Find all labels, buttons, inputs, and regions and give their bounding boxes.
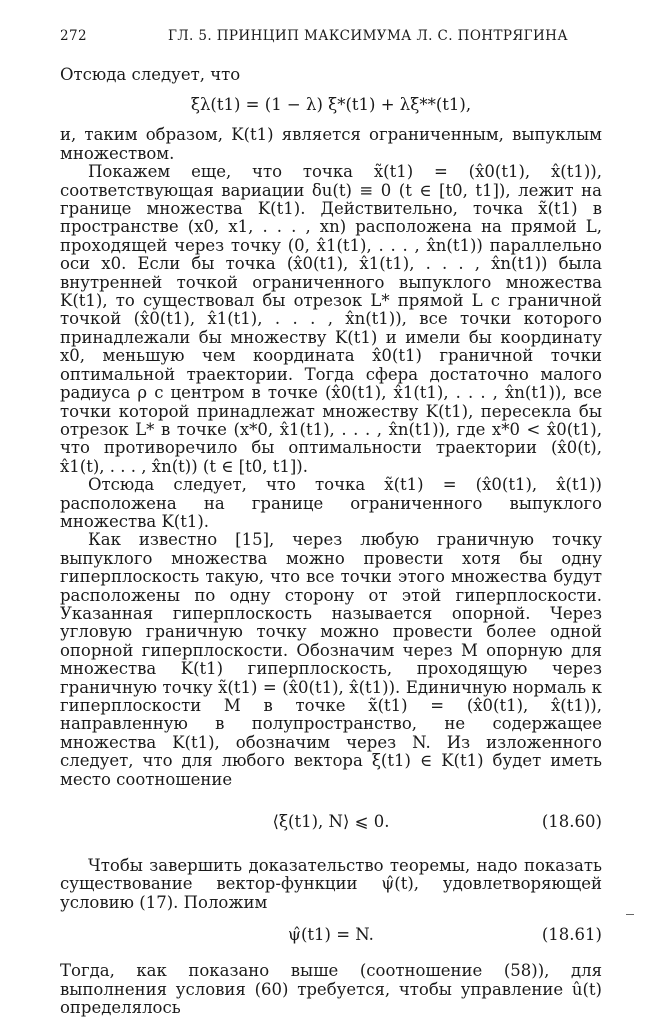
paragraph-7: Тогда, как показано выше (соотношение (58)), для выполнения условия (60) требуется, чтобы управление û(t) определялось	[60, 961, 602, 1017]
page-header	[60, 28, 602, 50]
paragraph-1: Отсюда следует, что	[60, 65, 241, 84]
equation-formula: ψ̂(t1) = N.	[288, 925, 374, 945]
paragraph-6: Чтобы завершить доказательство теоремы, надо показать существование вектор-функции ψ̂(t), удовлетворяющей условию (17). Положим	[60, 856, 602, 912]
body-text	[60, 66, 602, 1017]
running-title: ГЛ. 5. ПРИНЦИП МАКСИМУМА Л. С. ПОНТРЯГИНА	[168, 28, 568, 44]
paragraph-4: Отсюда следует, что точка x̃(t1) = (x̂0(t1), x̂(t1)) расположена на границе ограниченного выпуклого множества K(t1).	[60, 475, 602, 531]
paragraph-2: и, таким образом, K(t1) является ограниченным, выпуклым множеством.	[60, 125, 602, 163]
page-number: 272	[60, 28, 87, 44]
paragraph-5: Как известно [15], через любую граничную точку выпуклого множества можно провести хотя бы одну гиперплоскость такую, что все точки этого множества будут расположены по одну сторону от этой гиперплоскости. Указанная гиперплоскость называется опорной. Через угловую граничную точку можно провести более одной опорной гиперплоскости. Обозначим через M опорную для множества K(t1) гиперплоскость, проходящую через граничную точку x̃(t1) = (x̂0(t1), x̂(t1)). Единичную нормаль к гиперплоскости M в точке x̃(t1) = (x̂0(t1), x̂(t1)), направленную в полупространство, не содержащее множества K(t1), обозначим через N. Из изложенного следует, что для любого вектора ξ(t1) ∈ K(t1) будет иметь место соотношение	[60, 530, 602, 789]
equation-xi-lambda	[60, 90, 602, 120]
margin-mark	[626, 914, 634, 915]
equation-number: (18.61)	[541, 925, 602, 945]
equation-18-61	[60, 918, 602, 954]
equation-18-60	[60, 799, 602, 845]
equation-number: (18.60)	[541, 812, 602, 832]
equation-formula: ⟨ξ(t1), N⟩ ⩽ 0.	[272, 812, 390, 832]
equation-formula: ξλ(t1) = (1 − λ) ξ*(t1) + λξ**(t1),	[190, 95, 472, 115]
paragraph-3: Покажем еще, что точка x̃(t1) = (x̂0(t1), x̂(t1)), соответствующая вариации δu(t) ≡ 0 (t ∈ [t0, t1]), лежит на границе множества K(t1). Действительно, точка x̃(t1) в пространстве (x0, x1, . . . , xn) расположена на прямой L, проходящей через точку (0, x̂1(t1), . . . , x̂n(t1)) параллельно оси x0. Если бы точка (x̂0(t1), x̂1(t1), . . . , x̂n(t1)) была внутренней точкой ограниченного выпуклого множества K(t1), то существовал бы отрезок L* прямой L с граничной точкой (x̂0(t1), x̂1(t1), . . . , x̂n(t1)), все точки которого принадлежали бы множеству K(t1) и имели бы координату x0, меньшую чем координата x̂0(t1) граничной точки оптимальной траектории. Тогда сфера достаточно малого радиуса ρ с центром в точке (x̂0(t1), x̂1(t1), . . . , x̂n(t1)), все точки которой принадлежат множеству K(t1), пересекла бы отрезок L* в точке (x*0, x̂1(t1), . . . , x̂n(t1)), где x*0 < x̂0(t1), что противоречило бы оптимальности траектории (x̂0(t), x̂1(t), . . . , x̂n(t)) (t ∈ [t0, t1]).	[60, 162, 602, 476]
